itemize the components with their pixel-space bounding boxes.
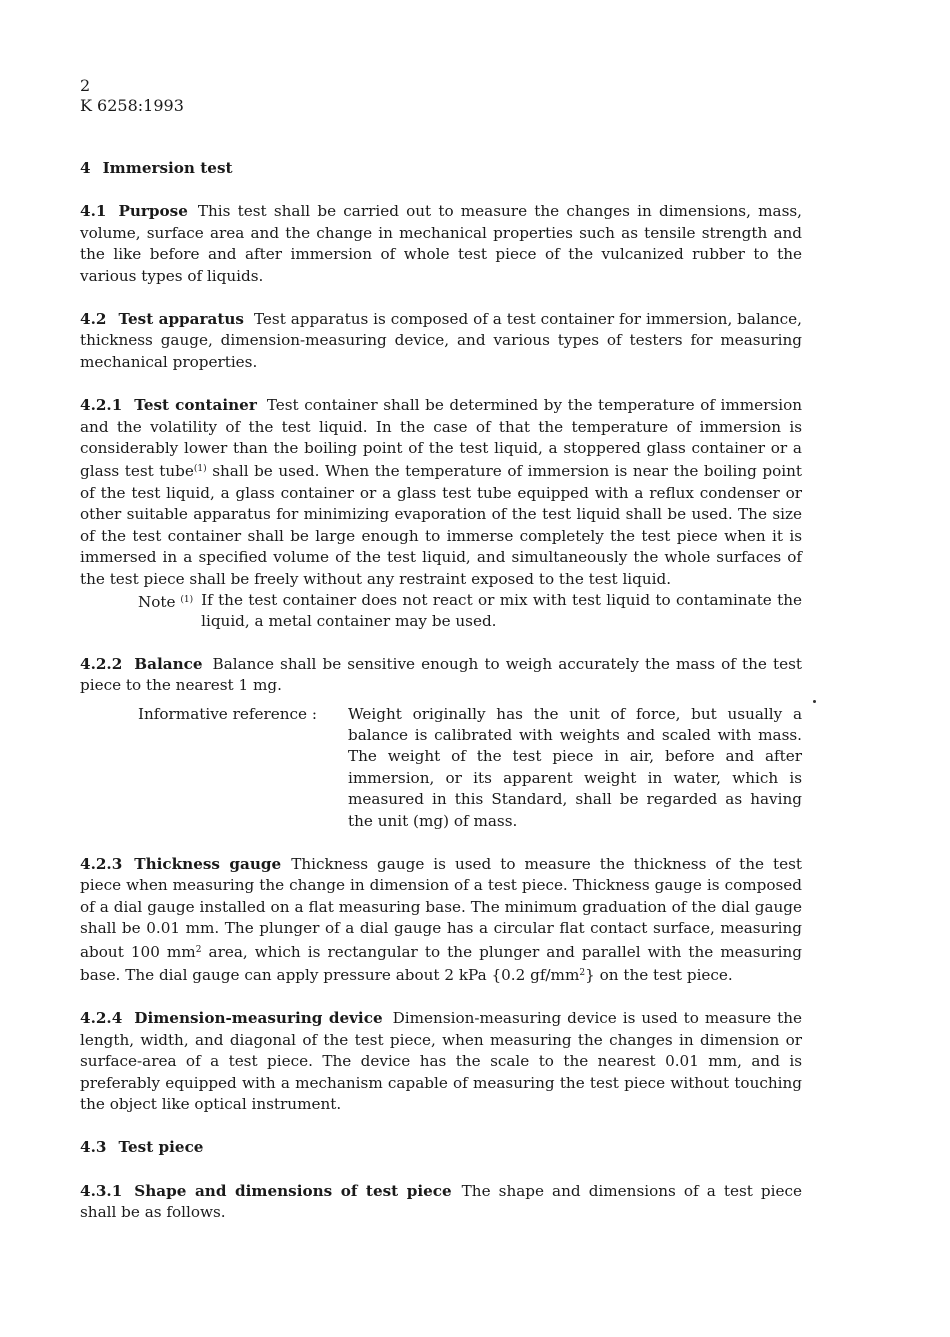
informative-reference xyxy=(138,704,802,832)
section-title: Test container xyxy=(134,396,257,415)
section-4-heading xyxy=(80,158,802,179)
section-title: Balance xyxy=(134,654,203,673)
section-title: Immersion test xyxy=(102,159,233,177)
section-number: 4.2.1 xyxy=(80,396,123,415)
superscript: 2 xyxy=(579,968,586,978)
footnote-ref: (1) xyxy=(193,464,207,475)
section-4-2-1 xyxy=(80,395,802,590)
section-4-3-1 xyxy=(80,1181,802,1224)
section-title: Test apparatus xyxy=(118,310,244,329)
section-4-2-4 xyxy=(80,1008,802,1115)
section-text: Dimension-measuring device is used to measure the length, width, and diagonal of the test piece, when measuring the changes in dimension or surface-area of a test piece. The device has the scale to the nearest 0.01 mm, and is preferably equipped with a mechanism capable of measuring the test piece without touching the object like optical instrument. xyxy=(80,1009,803,1114)
note-label xyxy=(138,590,193,633)
section-text: This test shall be carried out to measure the changes in dimensions, mass, volume, surface area and the change in mechanical properties such as tensile strength and the like before and after immersion of whole test piece of the vulcanized rubber to the various types of liquids. xyxy=(80,202,802,285)
section-text: Balance shall be sensitive enough to weigh accurately the mass of the test piece to the nearest 1 mg. xyxy=(80,654,802,695)
section-text-end: } on the test piece. xyxy=(585,966,733,984)
standard-id: K 6258:1993 xyxy=(80,96,184,115)
section-number: 4.3.1 xyxy=(80,1181,123,1200)
note-label-text: Note xyxy=(138,592,176,611)
section-4-1 xyxy=(80,201,802,287)
section-4-2-3 xyxy=(80,854,802,986)
section-4-2-2 xyxy=(80,654,802,697)
scan-speck xyxy=(813,700,816,703)
section-text: Test apparatus is composed of a test container for immersion, balance, thickness gauge, dimension-measuring device, and various types of testers for measuring mechanical properties. xyxy=(80,310,802,371)
document-page xyxy=(80,76,802,1224)
informative-reference-text: Weight originally has the unit of force, but usually a balance is calibrated with weights and scaled with mass. The weight of the test piece in air, before and after immersion, or its apparent weight in water, which is measured in this Standard, shall be regarded as having the unit (mg) of mass. xyxy=(348,704,802,830)
informative-reference-label: Informative reference : xyxy=(138,704,317,723)
section-text-continued: area, which is rectangular to the plunger and parallel with the measuring base. The dial gauge can apply pressure about 2 kPa {0.2 gf/mm xyxy=(80,942,802,984)
note-1 xyxy=(138,590,802,633)
superscript: 2 xyxy=(195,944,202,955)
section-4-2 xyxy=(80,309,802,373)
section-title: Thickness gauge xyxy=(134,854,282,873)
section-text: The shape and dimensions of a test piece shall be as follows. xyxy=(80,1181,802,1222)
section-text: Test container shall be determined by the temperature of immersion and the volatility of the test liquid. In the case of that the temperature of immersion is considerably lower than the boiling point of the test liquid, a stoppered glass container or a glass test tube xyxy=(80,396,802,481)
section-number: 4.2.3 xyxy=(80,854,123,873)
section-title: Purpose xyxy=(118,202,188,221)
page-number: 2 xyxy=(80,76,91,95)
section-title: Shape and dimensions of test piece xyxy=(134,1181,452,1200)
section-number: 4.2.2 xyxy=(80,654,123,673)
section-number: 4.2 xyxy=(80,310,107,329)
note-ref: (1) xyxy=(180,594,194,605)
section-number: 4.3 xyxy=(80,1138,107,1157)
section-number: 4 xyxy=(80,159,91,177)
section-text-continued: shall be used. When the temperature of immersion is near the boiling point of the test liquid, a glass container or a glass test tube equipped with a reflux condenser or other suitable apparatus for minimizing evaporation of the test liquid shall be used. The size of the test container shall be large enough to immerse completely the test piece when it is immersed in a specified volume of the test liquid, and simultaneously the whole surfaces of the test piece shall be freely without any restraint exposed to the test liquid. xyxy=(80,462,802,588)
section-title: Test piece xyxy=(118,1138,204,1157)
note-text: If the test container does not react or mix with test liquid to contaminate the liquid, a metal container may be used. xyxy=(201,590,802,631)
section-text: Thickness gauge is used to measure the thickness of the test piece when measuring the change in dimension of a test piece. Thickness gauge is composed of a dial gauge installed on a flat measuring base. The minimum graduation of the dial gauge shall be 0.01 mm. The plunger of a dial gauge has a circular flat contact surface, measuring about 100 mm xyxy=(80,854,803,961)
section-4-3-heading xyxy=(80,1137,802,1158)
section-number: 4.2.4 xyxy=(80,1009,123,1028)
section-number: 4.1 xyxy=(80,202,107,221)
section-title: Dimension-measuring device xyxy=(134,1009,383,1028)
